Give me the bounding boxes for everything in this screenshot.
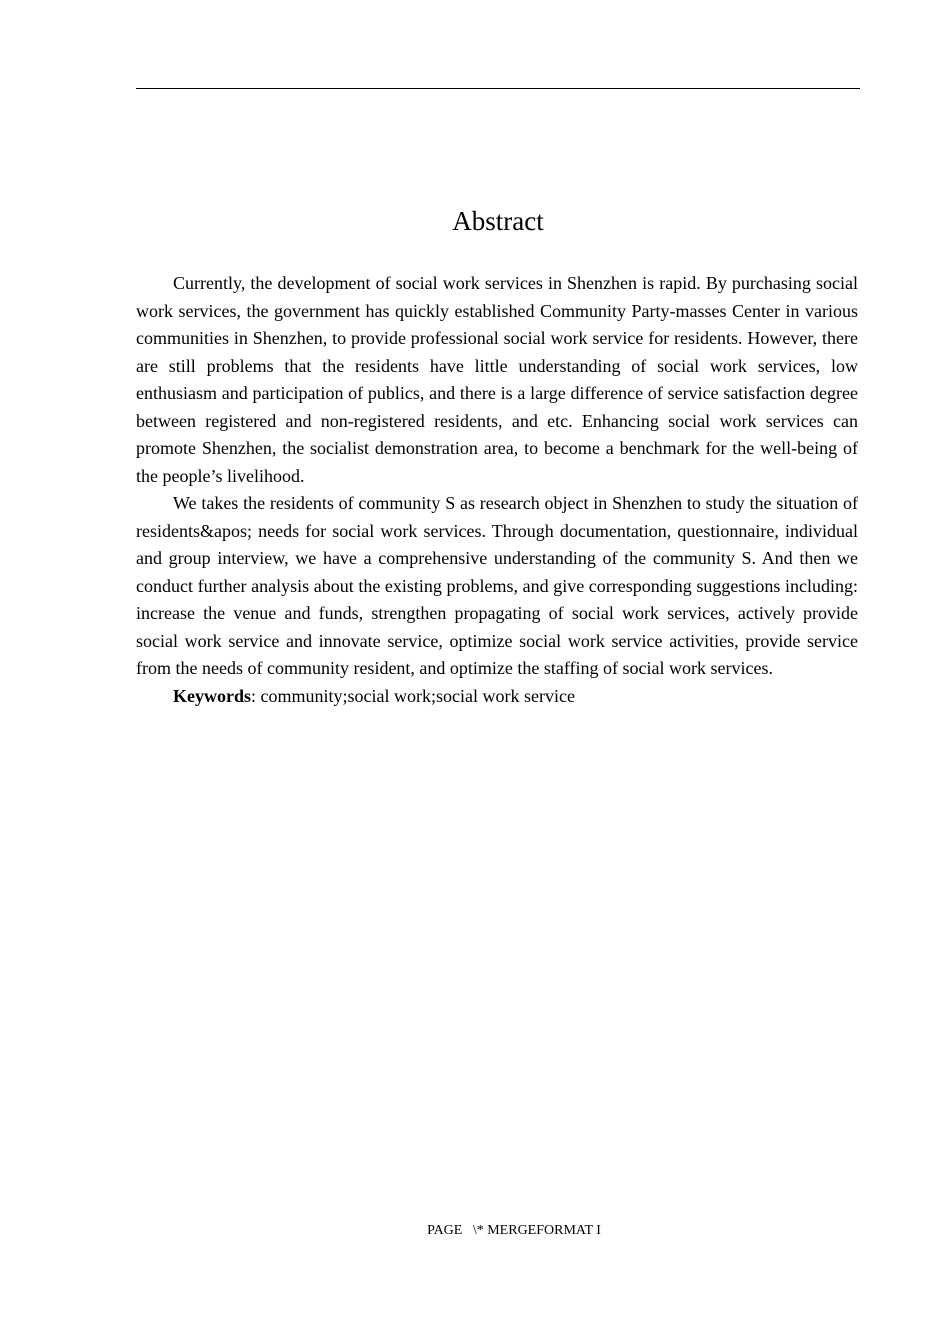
header-rule	[136, 88, 860, 89]
abstract-paragraph-1: Currently, the development of social work services in Shenzhen is rapid. By purchasing social work services, the government has quickly established Community Party-masses Center in various communities in Shenzhen, to provide professional social work service for residents. However, there are still problems that the residents have little understanding of social work services, low enthusiasm and participation of publics, and there is a large difference of service satisfaction degree between registered and non-registered residents, and etc. Enhancing social work services can promote Shenzhen, the socialist demonstration area, to become a benchmark for the well-being of the people’s livelihood.	[136, 273, 858, 486]
abstract-body	[136, 270, 858, 710]
keywords-separator: :	[251, 685, 261, 706]
abstract-paragraph-2: We takes the residents of community S as research object in Shenzhen to study the situation of residents&apos; needs for social work services. Through documentation, questionnaire, individual and group interview, we have a comprehensive understanding of the community S. And then we conduct further analysis about the existing problems, and give corresponding suggestions including: increase the venue and funds, strengthen propagating of social work services, actively provide social work service and innovate service, optimize social work service activities, provide service from the needs of community resident, and optimize the staffing of social work services.	[136, 493, 858, 678]
abstract-title: Abstract	[452, 206, 544, 236]
keywords-line	[136, 683, 858, 711]
keywords-label: Keywords	[173, 685, 251, 706]
page-footer-field: PAGE \* MERGEFORMAT I	[427, 1223, 601, 1238]
keywords-value: community;social work;social work service	[260, 685, 575, 706]
